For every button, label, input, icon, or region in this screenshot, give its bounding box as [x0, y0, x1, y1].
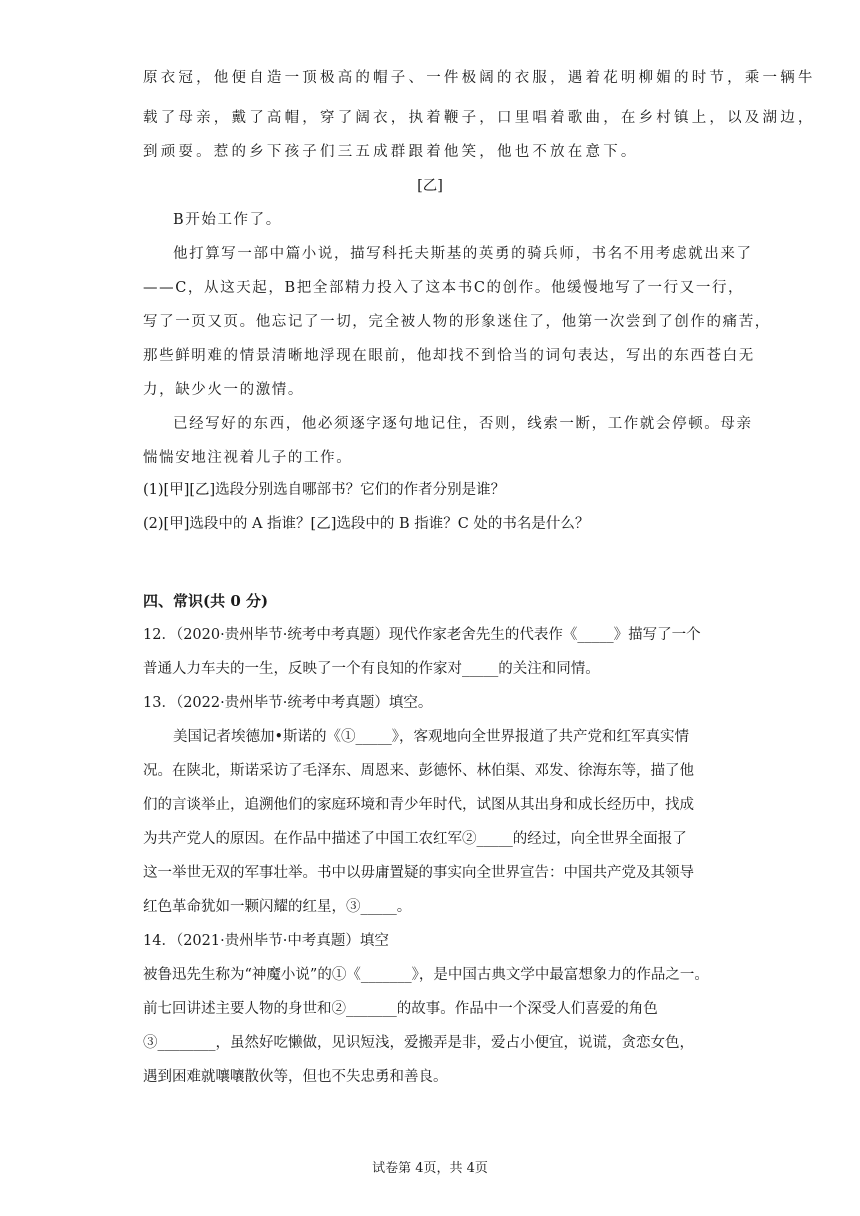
passage-yi-line: 写了一页又页。他忘记了一切，完全被人物的形象迷住了，他第一次尝到了创作的痛苦，	[143, 314, 771, 330]
question-13-title: 13．（2022·贵州毕节·统考中考真题）填空。	[143, 695, 433, 711]
question-13-line: 况。在陕北，斯诺采访了毛泽东、周恩来、彭德怀、林伯渠、邓发、徐海东等，描了他	[143, 763, 694, 779]
question-14-line: 前七回讲述主要人物的身世和②_______的故事。作品中一个深受人们喜爱的角色	[143, 1001, 658, 1017]
question-11-2: (2)[甲]选段中的 A 指谁？[乙]选段中的 B 指谁？C 处的书名是什么？	[143, 516, 590, 532]
passage-yi-line: 他打算写一部中篇小说，描写科托夫斯基的英勇的骑兵师，书名不用考虑就出来了	[173, 246, 753, 262]
question-11-1: (1)[甲][乙]选段分别选自哪部书？它们的作者分别是谁？	[143, 482, 506, 498]
passage-yi-line: ——C，从这天起，B把全部精力投入了这本书C的创作。他缓慢地写了一行又一行，	[143, 280, 745, 296]
passage-yi-label: [乙]	[417, 178, 443, 194]
passage-jia-line: 原衣冠，他便自造一顶极高的帽子、一件极阔的衣服，遇着花明柳媚的时节，乘一辆牛	[143, 70, 816, 86]
passage-yi-line: 力，缺少火一的激情。	[143, 382, 304, 398]
question-13-line: 美国记者埃德加•斯诺的《①_____》，客观地向全世界报道了共产党和红军真实情	[173, 729, 690, 745]
question-13-line: 为共产党人的原因。在作品中描述了中国工农红军②_____的经过，向全世界全面报了	[143, 831, 687, 847]
page-footer: 试卷第 4页，共 4页	[372, 1161, 488, 1176]
question-14-line: 遇到困难就嚷嚷散伙等，但也不失忠勇和善良。	[143, 1069, 448, 1085]
passage-yi-paragraph: B开始工作了。	[173, 212, 282, 228]
passage-yi-line: 已经写好的东西，他必须逐字逐句地记住，否则，线索一断，工作就会停顿。母亲	[173, 416, 753, 432]
question-12-line: 普通人力车夫的一生，反映了一个有良知的作家对_____的关注和同情。	[143, 661, 600, 677]
question-14-title: 14．（2021·贵州毕节·中考真题）填空	[143, 933, 389, 949]
question-13-line: 红色革命犹如一颗闪耀的红星，③_____。	[143, 899, 412, 915]
passage-yi-line: 那些鲜明难的情景清晰地浮现在眼前，他却找不到恰当的词句表达，写出的东西苍白无	[143, 348, 755, 364]
passage-jia-line: 到顽耍。惹的乡下孩子们三五成群跟着他笑，他也不放在意下。	[143, 144, 639, 160]
question-13-line: 这一举世无双的军事壮举。书中以毋庸置疑的事实向全世界宣告：中国共产党及其领导	[143, 865, 694, 881]
question-12-line: 12．（2020·贵州毕节·统考中考真题）现代作家老舍先生的代表作《_____》描写了一个	[143, 627, 701, 643]
passage-jia-line: 载了母亲，戴了高帽，穿了阔衣，执着鞭子，口里唱着歌曲，在乡村镇上，以及湖边，	[143, 110, 816, 126]
question-13-line: 们的言谈举止，追溯他们的家庭环境和青少年时代，试图从其出身和成长经历中，找成	[143, 797, 694, 813]
question-14-line: 被鲁迅先生称为“神魔小说”的①《_______》，是中国古典文学中最富想象力的作品之一。	[143, 967, 709, 983]
passage-yi-line: 惴惴安地注视着儿子的工作。	[143, 450, 353, 466]
section-heading: 四、常识(共 0 分)	[143, 592, 269, 610]
question-14-line: ③________，虽然好吃懒做，见识短浅，爱搬弄是非，爱占小便宜，说谎，贪恋女色，	[143, 1035, 694, 1051]
